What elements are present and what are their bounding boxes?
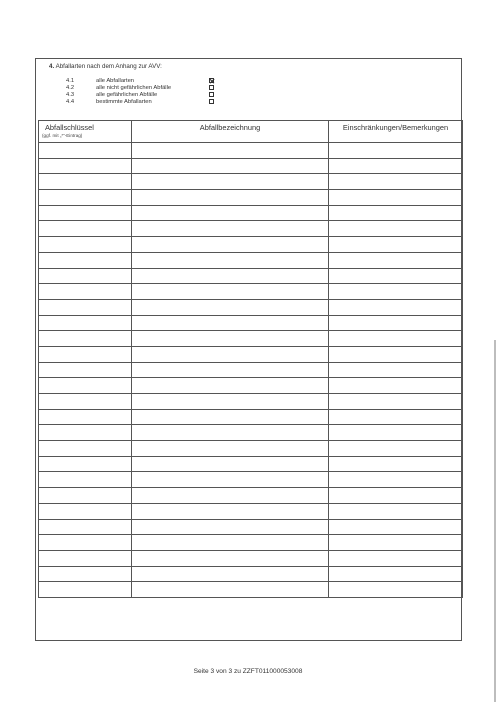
cell-waste-code[interactable]	[39, 566, 132, 582]
cell-waste-code[interactable]	[39, 205, 132, 221]
cell-remarks[interactable]	[329, 158, 463, 174]
cell-waste-name[interactable]	[132, 441, 329, 457]
cell-waste-code[interactable]	[39, 394, 132, 410]
cell-waste-name[interactable]	[132, 237, 329, 253]
option-label: alle Abfallarten	[96, 77, 135, 84]
cell-remarks[interactable]	[329, 299, 463, 315]
table-row	[39, 582, 463, 598]
cell-remarks[interactable]	[329, 503, 463, 519]
cell-remarks[interactable]	[329, 190, 463, 206]
cell-waste-name[interactable]	[132, 205, 329, 221]
cell-waste-name[interactable]	[132, 143, 329, 159]
waste-types-table	[38, 120, 463, 598]
cell-remarks[interactable]	[329, 378, 463, 394]
cell-waste-name[interactable]	[132, 456, 329, 472]
cell-waste-name[interactable]	[132, 315, 329, 331]
cell-waste-code[interactable]	[39, 299, 132, 315]
checkbox[interactable]	[209, 85, 214, 90]
option-row-4-3	[66, 91, 214, 98]
cell-waste-code[interactable]	[39, 174, 132, 190]
cell-remarks[interactable]	[329, 174, 463, 190]
table-row	[39, 237, 463, 253]
cell-waste-code[interactable]	[39, 488, 132, 504]
cell-remarks[interactable]	[329, 566, 463, 582]
cell-remarks[interactable]	[329, 268, 463, 284]
cell-waste-name[interactable]	[132, 346, 329, 362]
cell-waste-code[interactable]	[39, 582, 132, 598]
cell-waste-name[interactable]	[132, 550, 329, 566]
cell-waste-name[interactable]	[132, 268, 329, 284]
cell-waste-code[interactable]	[39, 315, 132, 331]
table-row	[39, 346, 463, 362]
cell-waste-code[interactable]	[39, 472, 132, 488]
header-remarks: Einschränkungen/Bemerkungen	[329, 121, 463, 143]
cell-waste-code[interactable]	[39, 143, 132, 159]
page-footer: Seite 3 von 3 zu ZZFT011000053008	[193, 668, 303, 675]
cell-waste-name[interactable]	[132, 190, 329, 206]
cell-remarks[interactable]	[329, 394, 463, 410]
cell-waste-name[interactable]	[132, 221, 329, 237]
header-waste-name: Abfallbezeichnung	[132, 121, 329, 143]
cell-waste-code[interactable]	[39, 362, 132, 378]
table-row	[39, 503, 463, 519]
cell-remarks[interactable]	[329, 237, 463, 253]
cell-waste-code[interactable]	[39, 441, 132, 457]
option-label: alle nicht gefährlichen Abfälle	[96, 84, 172, 91]
option-number: 4.3	[66, 91, 75, 98]
table-row	[39, 362, 463, 378]
cell-remarks[interactable]	[329, 582, 463, 598]
table-row	[39, 174, 463, 190]
cell-waste-name[interactable]	[132, 331, 329, 347]
cell-waste-code[interactable]	[39, 409, 132, 425]
cell-remarks[interactable]	[329, 409, 463, 425]
checkbox[interactable]	[209, 99, 214, 104]
table-row	[39, 535, 463, 551]
cell-waste-name[interactable]	[132, 519, 329, 535]
cell-remarks[interactable]	[329, 252, 463, 268]
table-row	[39, 299, 463, 315]
table-row	[39, 488, 463, 504]
cell-remarks[interactable]	[329, 550, 463, 566]
cell-waste-name[interactable]	[132, 566, 329, 582]
option-number: 4.1	[66, 77, 75, 84]
cell-waste-name[interactable]	[132, 582, 329, 598]
section-number: 4.	[49, 63, 55, 70]
table-row	[39, 268, 463, 284]
cell-waste-name[interactable]	[132, 299, 329, 315]
cell-waste-code[interactable]	[39, 268, 132, 284]
cell-waste-name[interactable]	[132, 409, 329, 425]
cell-waste-code[interactable]	[39, 158, 132, 174]
cell-waste-code[interactable]	[39, 346, 132, 362]
table-row	[39, 409, 463, 425]
option-label: alle gefährlichen Abfälle	[96, 91, 158, 98]
cell-waste-name[interactable]	[132, 252, 329, 268]
table-row	[39, 378, 463, 394]
option-row-4-2	[66, 84, 214, 91]
cell-waste-code[interactable]	[39, 456, 132, 472]
cell-waste-name[interactable]	[132, 425, 329, 441]
cell-waste-code[interactable]	[39, 378, 132, 394]
table-row	[39, 331, 463, 347]
table-row	[39, 190, 463, 206]
option-row-4-1	[66, 77, 214, 84]
cell-remarks[interactable]	[329, 143, 463, 159]
table-row	[39, 205, 463, 221]
header-waste-code	[39, 121, 132, 143]
cell-waste-name[interactable]	[132, 284, 329, 300]
cell-remarks[interactable]	[329, 284, 463, 300]
header-waste-code-sublabel: (ggf. mit „*“-Eintrag)	[42, 133, 83, 138]
cell-waste-name[interactable]	[132, 362, 329, 378]
table-row	[39, 143, 463, 159]
cell-remarks[interactable]	[329, 441, 463, 457]
cell-remarks[interactable]	[329, 456, 463, 472]
table-row	[39, 519, 463, 535]
cell-remarks[interactable]	[329, 221, 463, 237]
cell-waste-code[interactable]	[39, 252, 132, 268]
cell-waste-name[interactable]	[132, 378, 329, 394]
cell-waste-code[interactable]	[39, 221, 132, 237]
option-number: 4.4	[66, 98, 75, 105]
cell-waste-code[interactable]	[39, 535, 132, 551]
cell-waste-code[interactable]	[39, 190, 132, 206]
section-heading	[49, 63, 162, 70]
cell-waste-code[interactable]	[39, 237, 132, 253]
cell-remarks[interactable]	[329, 331, 463, 347]
cell-remarks[interactable]	[329, 488, 463, 504]
header-waste-code-label: Abfallschlüssel	[45, 123, 94, 132]
table-row	[39, 394, 463, 410]
cell-waste-code[interactable]	[39, 284, 132, 300]
table-row	[39, 284, 463, 300]
table-row	[39, 472, 463, 488]
cell-remarks[interactable]	[329, 519, 463, 535]
table-row	[39, 456, 463, 472]
cell-waste-code[interactable]	[39, 503, 132, 519]
table-row	[39, 252, 463, 268]
cell-waste-code[interactable]	[39, 519, 132, 535]
cell-waste-name[interactable]	[132, 503, 329, 519]
option-row-4-4	[66, 98, 214, 105]
table-row	[39, 425, 463, 441]
cell-remarks[interactable]	[329, 535, 463, 551]
cell-remarks[interactable]	[329, 346, 463, 362]
table-row	[39, 221, 463, 237]
cell-remarks[interactable]	[329, 362, 463, 378]
table-row	[39, 550, 463, 566]
checkbox-checked[interactable]	[209, 78, 214, 83]
cell-waste-code[interactable]	[39, 331, 132, 347]
cell-waste-name[interactable]	[132, 174, 329, 190]
section-title: Abfallarten nach dem Anhang zur AVV:	[55, 63, 162, 70]
table-header-row	[39, 121, 463, 143]
cell-waste-name[interactable]	[132, 535, 329, 551]
cell-remarks[interactable]	[329, 472, 463, 488]
table-row	[39, 566, 463, 582]
cell-waste-code[interactable]	[39, 425, 132, 441]
cell-waste-name[interactable]	[132, 488, 329, 504]
cell-waste-name[interactable]	[132, 394, 329, 410]
cell-waste-name[interactable]	[132, 472, 329, 488]
cell-waste-name[interactable]	[132, 158, 329, 174]
option-number: 4.2	[66, 84, 75, 91]
cell-remarks[interactable]	[329, 205, 463, 221]
table-row	[39, 315, 463, 331]
cell-remarks[interactable]	[329, 425, 463, 441]
cell-waste-code[interactable]	[39, 550, 132, 566]
option-label: bestimmte Abfallarten	[96, 98, 152, 105]
cell-remarks[interactable]	[329, 315, 463, 331]
checkbox[interactable]	[209, 92, 214, 97]
table-row	[39, 158, 463, 174]
table-row	[39, 441, 463, 457]
